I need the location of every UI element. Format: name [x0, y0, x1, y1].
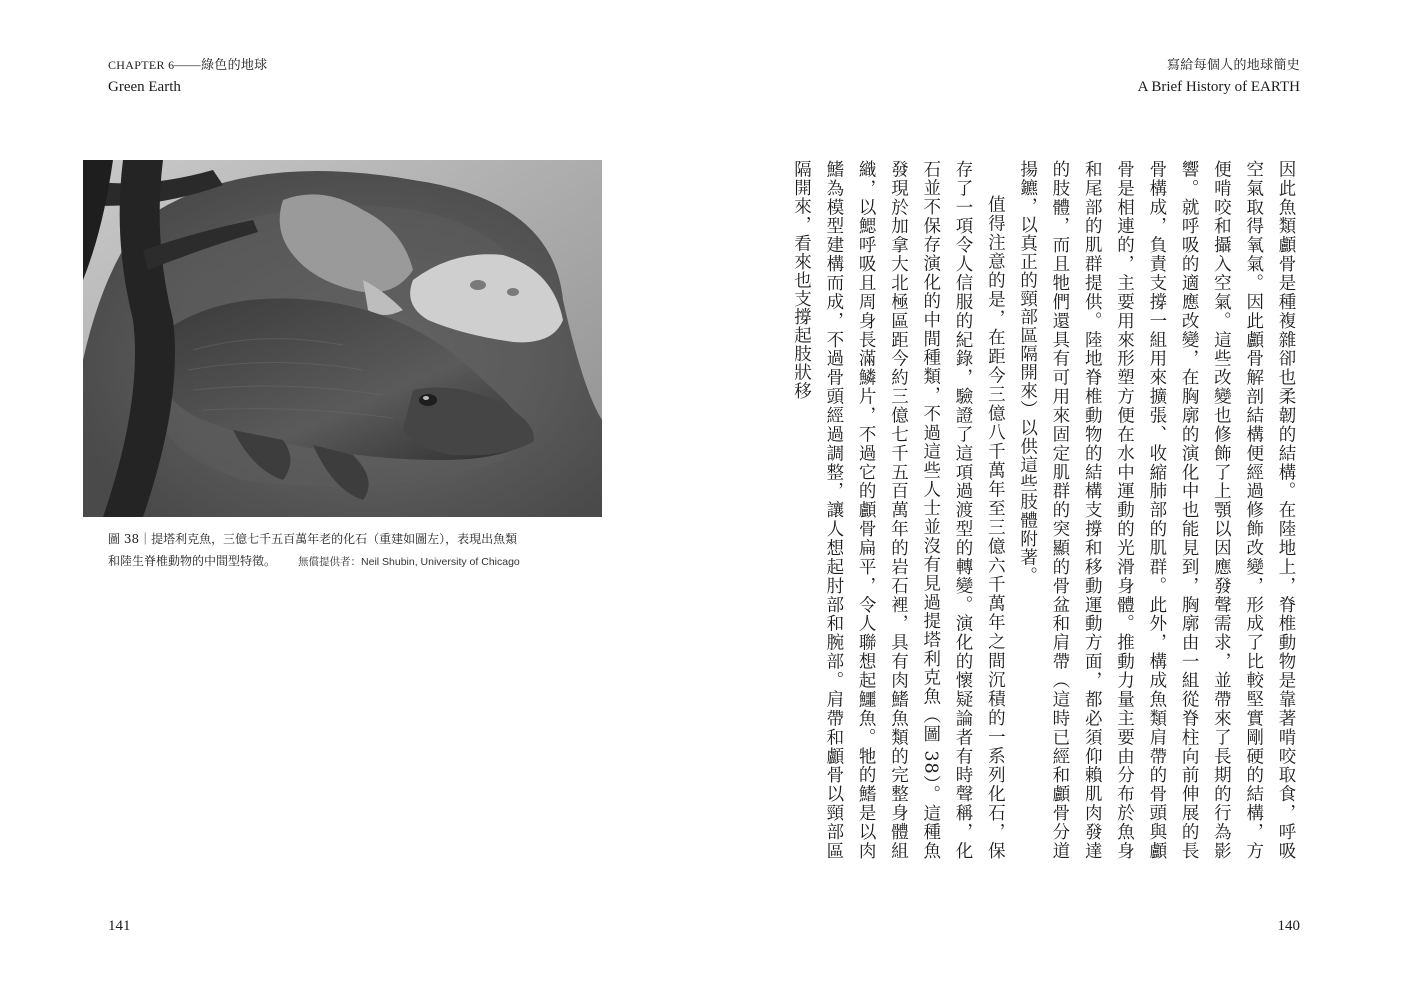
photo-credit: 無償提供者：Neil Shubin, University of Chicago: [298, 556, 520, 568]
running-header-right: [1138, 54, 1300, 96]
figure-caption: [108, 528, 583, 573]
caption-line-1: 圖 38｜提塔利克魚，三億七千五百萬年老的化石（重建如圖左），表現出魚類: [108, 532, 518, 546]
chapter-number: CHAPTER 6: [108, 58, 175, 72]
caption-line-2: [108, 550, 583, 573]
page-number-right: 140: [1277, 918, 1300, 934]
body-text: [791, 160, 1302, 860]
paragraph-1: 因此魚類顱骨是種複雜卻也柔韌的結構。在陸地上，脊椎動物是靠著啃咬取食，呼吸空氣取得氧氣。因此顱骨解剖結構便經過修飾改變，形成了比較堅實剛硬的結構，方便啃咬和攝入空氣。這些改變也修飾了上顎以因應發聲需求，並帶來了長期的行為影響。就呼吸的適應改變，在胸廓的演化中也能見到，胸廓由一組從脊柱向前伸展的長骨構成，負責支撐一組用來擴張、收縮肺部的肌群。此外，構成魚類肩帶的骨頭與顱骨是相連的，主要用來形塑方便在水中運動的光滑身體。推動力量主要由分布於魚身和尾部的肌群提供。陸地脊椎動物的結構支撐和移動運動方面，都必須仰賴肌肉發達的肢體，而且牠們還具有可用來固定肌群的突顯的骨盆和肩帶（這時已經和顱骨分道揚鑣，以真正的頸部區隔開來）以供這些肢體附著。: [1017, 160, 1296, 860]
paragraph-2: 值得注意的是，在距今三億八千萬年至三億六千萬年之間沉積的一系列化石，保存了一項令人信服的紀錄，驗證了這項過渡型的轉變。演化的懷疑論者有時聲稱，化石並不保存演化的中間種類，不過這些人士並沒有見過提塔利克魚（圖 38）。這種魚發現於加拿大北極區距今約三億七千五百萬年的岩石裡，具有肉鰭魚類的完整身體組織，以鰓呼吸且周身長滿鱗片，不過它的顱骨扁平，令人聯想起鱷魚。牠的鰭是以肉鰭為模型建構而成，不過骨頭經過調整，讓人想起肘部和腕部。肩帶和顱骨以頸部區隔開來，看來也支撐起肢狀移: [791, 160, 1006, 860]
tiktaalik-fossil-photo-icon: [83, 160, 602, 517]
chapter-title: ——綠色的地球: [174, 57, 268, 72]
page-number-left: 141: [108, 918, 131, 934]
book-subtitle: A Brief History of EARTH: [1137, 79, 1300, 95]
running-header-left: [108, 54, 267, 96]
caption-line-2-text: 和陸生脊椎動物的中間型特徵。: [108, 554, 277, 568]
book-title: 寫給每個人的地球簡史: [1166, 57, 1300, 72]
chapter-label: [108, 54, 267, 73]
chapter-subtitle: Green Earth: [108, 79, 181, 95]
